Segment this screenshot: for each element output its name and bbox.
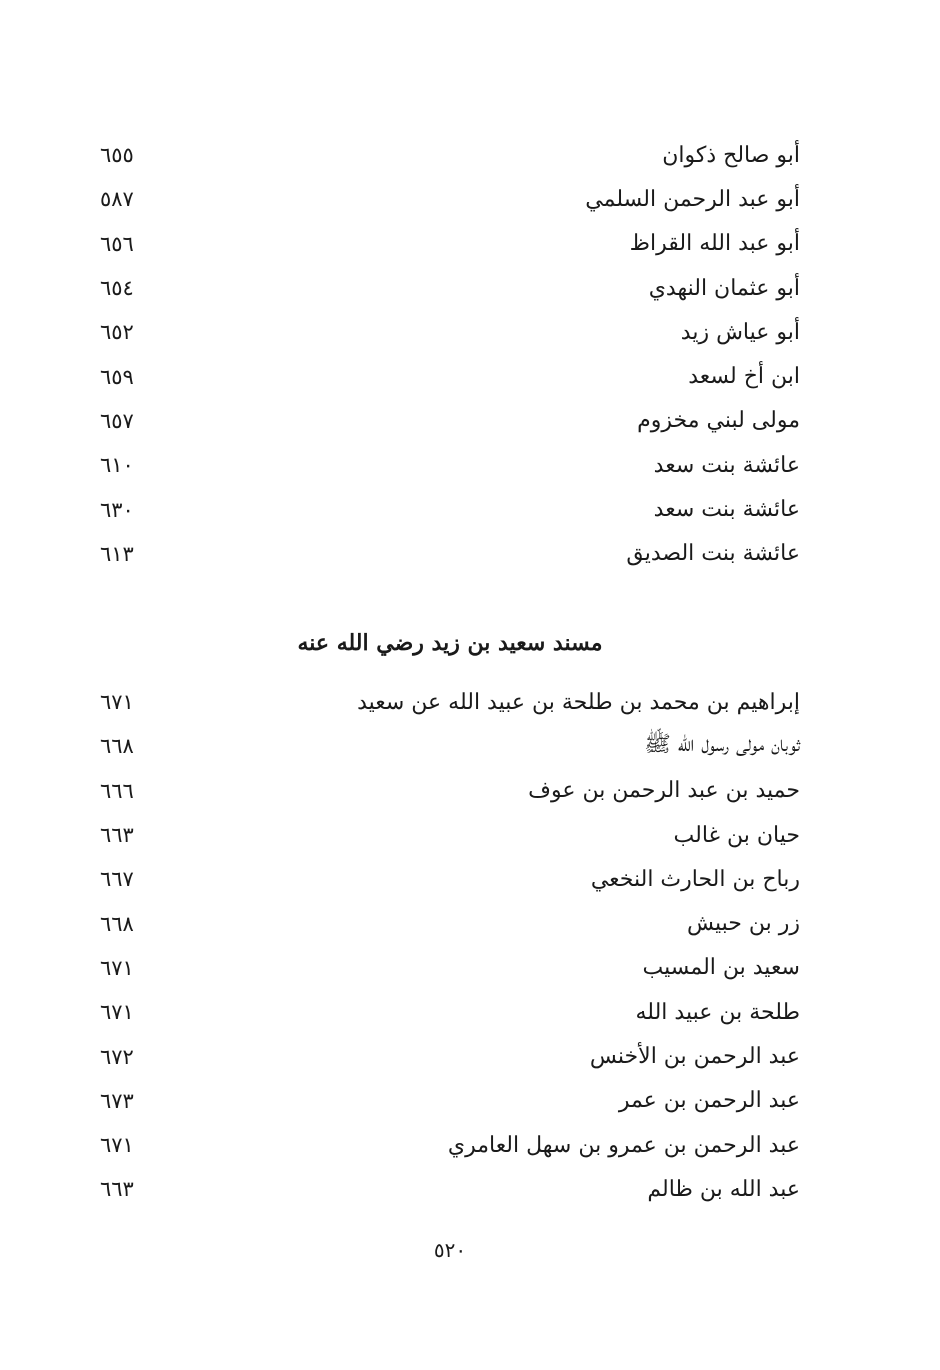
entry-page-number: ٦٥٤: [100, 276, 134, 301]
index-entry: [100, 724, 800, 768]
entry-page-number: ٦٧١: [100, 955, 134, 980]
index-entry: [100, 946, 800, 990]
entry-page-number: ٦١٣: [100, 541, 134, 566]
entry-name: إبراهيم بن محمد بن طلحة بن عبيد الله عن سعيد: [357, 689, 800, 715]
index-entry: [100, 1123, 800, 1167]
entry-name: عائشة بنت سعد: [653, 497, 800, 523]
index-entry: [100, 990, 800, 1034]
entry-page-number: ٦٥٩: [100, 364, 134, 389]
entry-name: أبو عبد الله القراظ: [629, 231, 800, 257]
page-number: ٥٢٠: [433, 1238, 467, 1262]
entry-page-number: ٦٥٥: [100, 143, 134, 168]
entry-name: أبو عياش زيد: [680, 319, 800, 345]
index-entry: [100, 857, 800, 901]
entry-name: عائشة بنت الصديق: [626, 541, 800, 567]
index-entry: [100, 769, 800, 813]
entry-name: عبد الرحمن بن الأخنس: [589, 1044, 800, 1070]
entry-page-number: ٦٧١: [100, 1133, 134, 1158]
index-entry: [100, 310, 800, 354]
entry-page-number: ٦٧١: [100, 690, 134, 715]
entry-name: رباح بن الحارث النخعي: [590, 866, 800, 892]
entry-page-number: ٥٨٧: [100, 187, 134, 212]
index-entry: [100, 680, 800, 724]
index-entry: [100, 1079, 800, 1123]
entry-page-number: ٦٦٣: [100, 1177, 134, 1202]
index-entry: [100, 1034, 800, 1078]
entry-page-number: ٦٧٢: [100, 1044, 134, 1069]
entry-name: سعيد بن المسيب: [642, 955, 800, 981]
entry-name: عبد الرحمن بن عمرو بن سهل العامري: [447, 1132, 800, 1158]
entry-name: حميد بن عبد الرحمن بن عوف: [528, 778, 800, 804]
entry-page-number: ٦٥٦: [100, 231, 134, 256]
index-entry: [100, 532, 800, 576]
index-entry: [100, 133, 800, 177]
index-entry: [100, 177, 800, 221]
index-entry: [100, 399, 800, 443]
index-entry: [100, 222, 800, 266]
index-entry: [100, 443, 800, 487]
entry-page-number: ٦٦٨: [100, 734, 134, 759]
entry-page-number: ٦٦٧: [100, 867, 134, 892]
index-list-section-a: [100, 133, 800, 576]
entry-page-number: ٦٥٢: [100, 320, 134, 345]
entry-page-number: ٦٦٦: [100, 778, 134, 803]
index-entry: [100, 813, 800, 857]
entry-page-number: ٦٥٧: [100, 408, 134, 433]
entry-name: عائشة بنت سعد: [653, 452, 800, 478]
index-entry: [100, 901, 800, 945]
section-heading: مسند سعيد بن زيد رضي الله عنه: [297, 630, 603, 656]
entry-page-number: ٦١٠: [100, 453, 134, 478]
entry-name: أبو عثمان النهدي: [648, 275, 800, 301]
entry-page-number: ٦٧٣: [100, 1088, 134, 1113]
entry-page-number: ٦٦٣: [100, 823, 134, 848]
entry-name: عبد الرحمن بن عمر: [618, 1088, 800, 1114]
index-list-section-b: [100, 680, 800, 1212]
entry-name: طلحة بن عبيد الله: [635, 999, 800, 1025]
entry-name: عبد الله بن ظالم: [647, 1176, 800, 1202]
index-entry: [100, 266, 800, 310]
entry-name: حيان بن غالب: [673, 822, 800, 848]
entry-name: مولى لبني مخزوم: [637, 408, 800, 434]
index-entry: [100, 487, 800, 531]
entry-name: ثوبان مولى رسول الله ﷺ: [644, 732, 800, 758]
entry-name: أبو صالح ذكوان: [662, 142, 800, 168]
entry-name: ابن أخ لسعد: [688, 364, 800, 390]
index-entry: [100, 354, 800, 398]
entry-page-number: ٦٦٨: [100, 911, 134, 936]
entry-name: زر بن حبيش: [686, 911, 800, 937]
index-entry: [100, 1167, 800, 1211]
entry-page-number: ٦٣٠: [100, 497, 134, 522]
entry-name: أبو عبد الرحمن السلمي: [585, 186, 800, 212]
entry-page-number: ٦٧١: [100, 1000, 134, 1025]
